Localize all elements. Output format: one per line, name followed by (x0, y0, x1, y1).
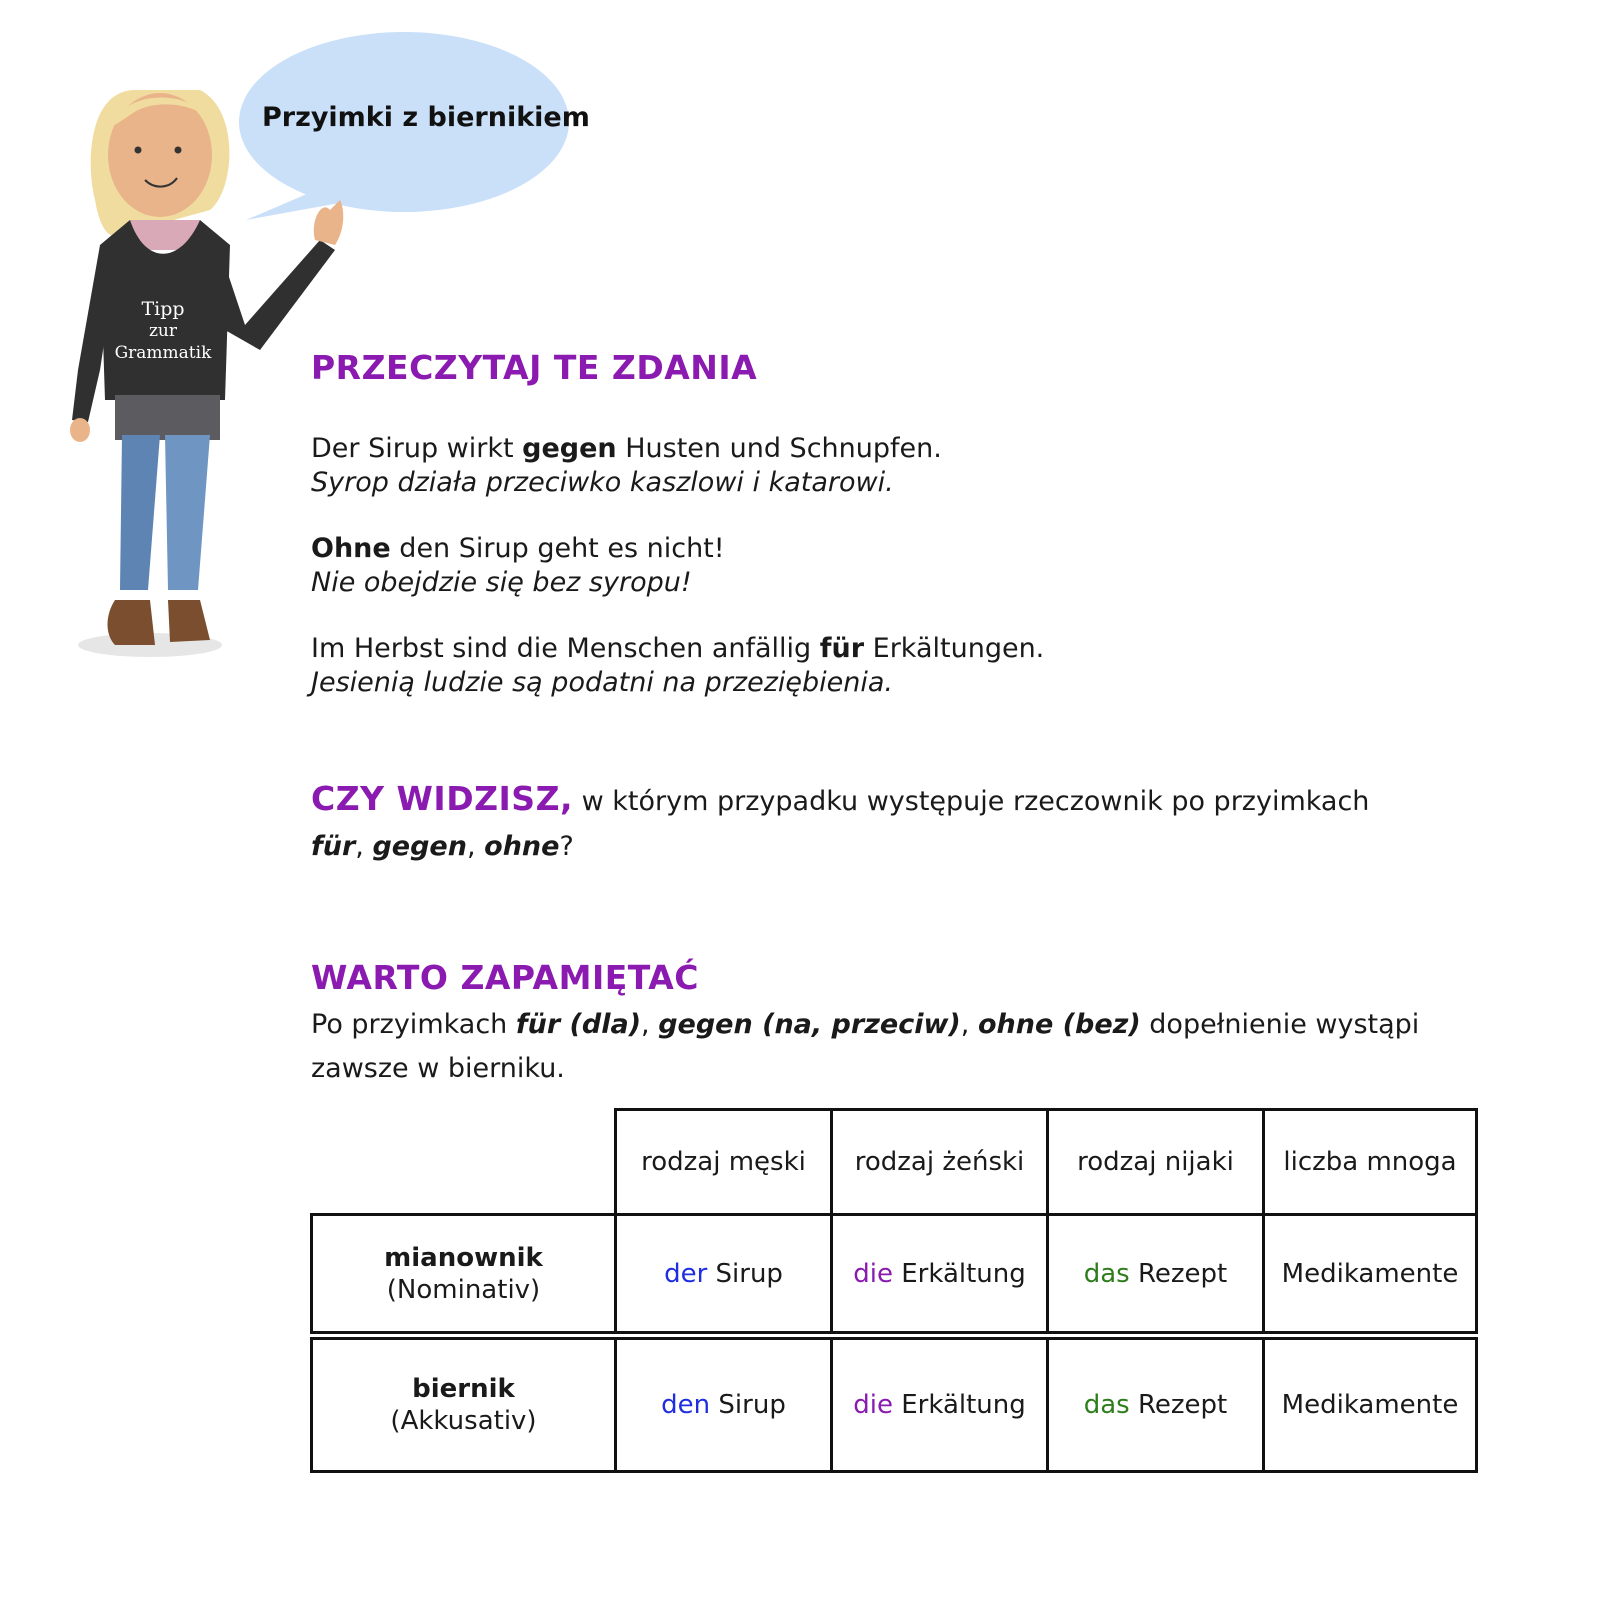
article: den (661, 1390, 711, 1420)
case-name: biernik (412, 1374, 515, 1404)
row-nominativ-label (310, 1213, 617, 1334)
sentence-1-preposition: gegen (522, 433, 617, 464)
article: die (853, 1258, 893, 1289)
section3-heading: WARTO ZAPAMIĘTAĆ (311, 958, 699, 997)
header-plural: liczba mnoga (1262, 1108, 1478, 1216)
sentence-2-translation: Nie obejdzie się bez syropu! (311, 567, 692, 598)
shirt-line-2: zur (148, 321, 178, 341)
sentence-3-post: Erkältungen. (864, 633, 1045, 664)
header-neuter: rodzaj nijaki (1046, 1108, 1265, 1216)
separator: , (960, 1009, 978, 1040)
case-sub: (Akkusativ) (390, 1406, 537, 1436)
nom-plural: Medikamente (1262, 1213, 1478, 1334)
akk-neuter (1046, 1337, 1265, 1473)
sentence-3-translation: Jesienią ludzie są podatni na przeziębienia. (311, 667, 893, 698)
shirt-line-1: Tipp (141, 298, 185, 320)
noun: Sirup (710, 1390, 786, 1420)
noun: Rezept (1129, 1258, 1228, 1289)
header-feminine: rodzaj żeński (830, 1108, 1049, 1216)
article: der (664, 1258, 708, 1289)
section2-question (311, 779, 1370, 819)
section3-rule (311, 1008, 1419, 1042)
rule-preposition-gegen: gegen (na, przeciw) (658, 1009, 961, 1040)
rule-pre: Po przyimkach (311, 1009, 516, 1040)
rule-post: dopełnienie wystąpi (1140, 1009, 1420, 1040)
shirt-line-3: Grammatik (114, 343, 212, 363)
nom-feminine (830, 1213, 1049, 1334)
sentence-3-preposition: für (819, 633, 865, 664)
article: das (1083, 1258, 1130, 1289)
sentence-1-pre: Der Sirup wirkt (311, 433, 523, 464)
section2-text: w którym przypadku występuje rzeczownik po przyimkach (573, 786, 1370, 817)
case-name: mianownik (384, 1242, 543, 1273)
sentence-3-pre: Im Herbst sind die Menschen anfällig (311, 633, 820, 664)
noun: Rezept (1129, 1390, 1228, 1420)
case-sub: (Nominativ) (386, 1274, 541, 1305)
akk-feminine (830, 1337, 1049, 1473)
nom-masculine (614, 1213, 833, 1334)
preposition-ohne: ohne (484, 831, 560, 862)
akk-plural: Medikamente (1262, 1337, 1478, 1473)
noun: Erkältung (892, 1258, 1026, 1289)
rule-preposition-fuer: für (dla) (515, 1009, 642, 1040)
article: die (853, 1390, 893, 1420)
sentence-1 (311, 432, 942, 466)
sentence-2 (311, 532, 725, 566)
sentence-2-post: den Sirup geht es nicht! (390, 533, 725, 564)
section2-heading: CZY WIDZISZ, (311, 779, 574, 818)
section3-rule-line2: zawsze w bierniku. (311, 1053, 565, 1084)
separator: , (641, 1009, 659, 1040)
preposition-fuer: für (311, 831, 356, 862)
noun: Sirup (707, 1258, 783, 1289)
sentence-2-preposition: Ohne (311, 533, 391, 564)
sentence-3 (311, 632, 1044, 666)
noun: Erkältung (892, 1390, 1026, 1420)
preposition-gegen: gegen (372, 831, 467, 862)
sentence-1-translation: Syrop działa przeciwko kaszlowi i katarowi. (311, 467, 894, 498)
nom-neuter (1046, 1213, 1265, 1334)
separator: , (355, 831, 373, 862)
section2-prepositions (311, 830, 574, 864)
question-mark: ? (559, 831, 574, 862)
row-akkusativ-label (310, 1337, 617, 1473)
article: das (1083, 1390, 1130, 1420)
bubble-text: Przyimki z biernikiem (262, 102, 590, 133)
akk-masculine (614, 1337, 833, 1473)
sentence-1-post: Husten und Schnupfen. (616, 433, 942, 464)
section1-heading: PRZECZYTAJ TE ZDANIA (311, 348, 758, 387)
separator: , (466, 831, 485, 862)
rule-preposition-ohne: ohne (bez) (977, 1009, 1141, 1040)
header-masculine: rodzaj męski (614, 1108, 833, 1216)
